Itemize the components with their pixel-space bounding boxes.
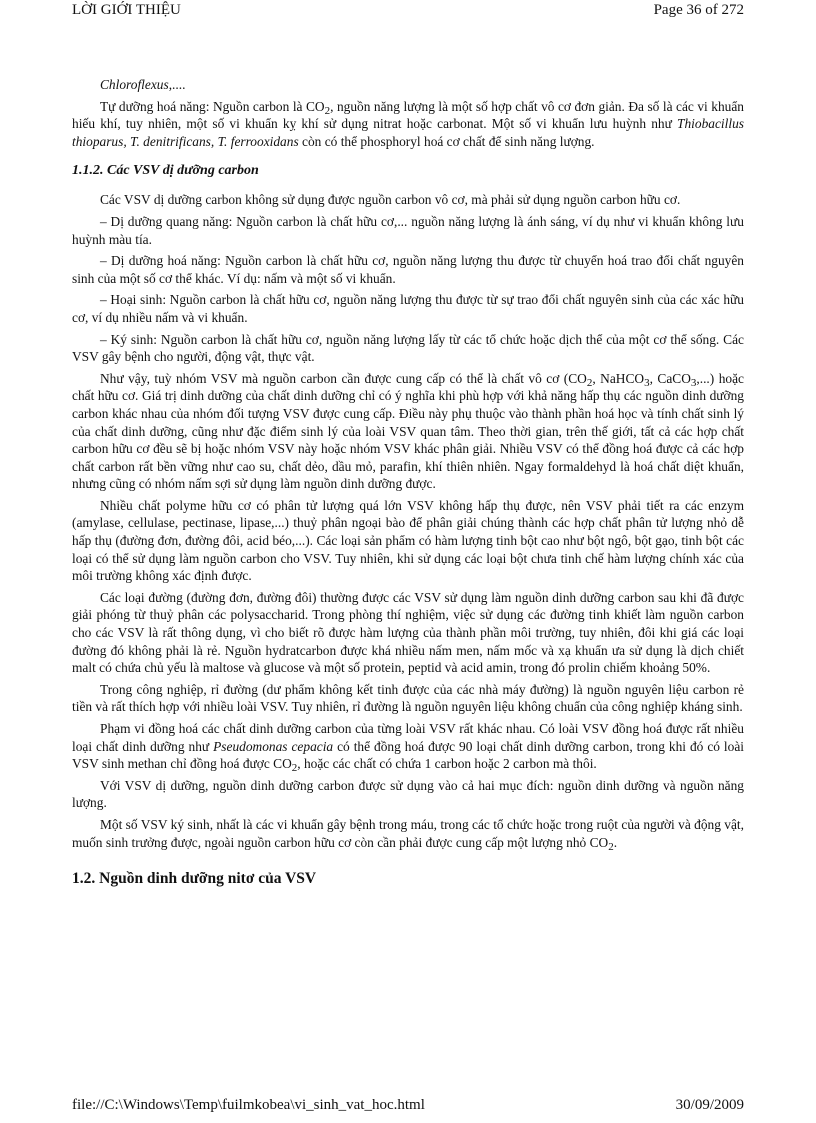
paragraph-saprophyte: – Hoại sinh: Nguồn carbon là chất hữu cơ, nguồn năng lượng thu được từ sự trao đổi chất nguyên sinh của các xác hữu cơ, ví dụ nhiều nấm và vi khuẩn. (72, 292, 744, 325)
paragraph-dual-purpose: Với VSV dị dưỡng, nguồn dinh dưỡng carbon được sử dụng vào cả hai mục đích: nguồn dinh dưỡng và nguồn năng lượng. (72, 777, 744, 811)
page-header (72, 2, 744, 19)
paragraph-chemoheterotroph: – Dị dưỡng hoá năng: Nguồn carbon là chất hữu cơ, nguồn năng lượng thu được từ chuyển hoá trao đổi chất nguyên sinh của một số cơ thể khác. Ví dụ: nấm và một số vi khuẩn. (72, 253, 744, 286)
paragraph-parasitic-co2: Một số VSV ký sinh, nhất là các vi khuẩn gây bệnh trong máu, trong các tổ chức hoặc trong ruột của người và động vật, muốn sinh trưởng được, ngoài nguồn carbon hữu cơ còn cần phải được cung cấp một lượng nhỏ $CO_2$. (72, 816, 744, 853)
paragraph-sugars: Các loại đường (đường đơn, đường đôi) thường được các VSV sử dụng làm nguồn dinh dưỡng carbon sau khi đã được giải phóng từ thuỷ phân các polysaccharid. Trong phòng thí nghiệm, việc sử dụng các đường tinh khiết làm nguồn carbon cho các VSV là rất thông dụng, vì cho biết rõ được hàm lượng của thành phần môi trường, tuy nhiên, đôi khi giá các loại đường đó không phải là rẻ. Nguồn hydratcarbon được khá nhiều nấm men, nấm mốc và xạ khuẩn ưa sử dụng là dịch chiết malt có chứa chủ yếu là maltose và glucose và một số protein, peptid và acid amin, trong đó prolin chiếm khoảng 50%. (72, 589, 744, 676)
footer-file-path: file://C:\Windows\Temp\fuilmkobea\vi_sinh_vat_hoc.html (72, 1097, 425, 1113)
footer-date: 30/09/2009 (675, 1097, 744, 1113)
paragraph-parasite: – Ký sinh: Nguồn carbon là chất hữu cơ, nguồn năng lượng lấy từ các tổ chức hoặc dịch thể của một cơ thể sống. Các VSV gây bệnh cho người, động vật, thực vật. (72, 331, 744, 365)
paragraph-heterotroph-intro: Các VSV dị dưỡng carbon không sử dụng được nguồn carbon vô cơ, mà phải sử dụng nguồn carbon hữu cơ. (100, 192, 681, 208)
paragraph-polymers: Nhiều chất polyme hữu cơ có phân tử lượng quá lớn VSV không hấp thụ được, nên VSV phải tiết ra các enzym (amylase, cellulase, pectinase, lipase,...) thuỷ phân ngoại bào để phân giải chúng thành các hợp chất phân tử lượng nhỏ dễ hấp thụ (đường đơn, đường đôi, acid béo,...). Các loại sản phẩm có hàm lượng tinh bột cao như bột ngô, bột gạo, tinh bột các loại có thể sử dụng làm nguồn carbon cho VSV. Tuy nhiên, khi sử dụng các loại bột chưa tinh chế hàm lượng chính xác của môi trường không xác định được. (72, 497, 744, 584)
paragraph-chemoautotroph: Tự dưỡng hoá năng: Nguồn carbon là $CO_2$, nguồn năng lượng là một số hợp chất vô cơ đơn giản. Đa số là các vi khuẩn hiếu khí, tuy nhiên, một số vi khuẩn kỵ khí sử dụng nitrat hoặc carbonat. Một số vi khuẩn lưu huỳnh như Thiobacillus thioparus, T. denitrificans, T. ferrooxidans còn có thể phosphoryl hoá cơ chất để sinh năng lượng. (72, 98, 744, 149)
italic-species: Pseudomonas cepacia (213, 738, 334, 754)
paragraph-chloroflexus: Chloroflexus,.... (100, 77, 186, 92)
document-body (72, 76, 744, 889)
italic-species: Thiobacillus thioparus, T. denitrificans, T. ferrooxidans (72, 116, 744, 149)
paragraph-molasses: Trong công nghiệp, rỉ đường (dư phẩm không kết tinh được của các nhà máy đường) là nguồn nguyên liệu carbon rẻ tiền và rất thích hợp với nhiều loài VSV. Tuy nhiên, rỉ đường là nguồn nguyên liệu không chuẩn của công nghiệp kháng sinh. (72, 681, 744, 715)
paragraph-photoheterotroph: – Dị dưỡng quang năng: Nguồn carbon là chất hữu cơ,... nguồn năng lượng là ánh sáng, ví dụ như vi khuẩn không lưu huỳnh màu tía. (72, 213, 744, 247)
section-heading-112: 1.1.2. Các VSV dị dưỡng carbon (72, 163, 259, 179)
paragraph-carbon-sources: Như vậy, tuỳ nhóm VSV mà nguồn carbon cần được cung cấp có thể là chất vô cơ ($CO_2$, NaHCO$_3$, CaCO$_3$,...) hoặc chất hữu cơ. Giá trị dinh dưỡng của chất dinh dưỡng chỉ có ý nghĩa khi phù hợp với khả năng hấp thụ các nguồn dinh dưỡng carbon khác nhau của nhóm đối tượng VSV được cung cấp. Điều này phụ thuộc vào thành phần hoá học và tính chất sinh lý của chất dinh dưỡng, cũng như đặc điểm sinh lý của loài VSV quan tâm. Theo thời gian, trên thế giới, tất cả các hợp chất carbon hữu cơ đều sẽ bị hoặc nhóm VSV này hoặc nhóm VSV khác phân giải. Nhiều VSV có thể đồng hoá được cả các hợp chất carbon rất bền vững như cao su, chất dẻo, dầu mỏ, parafin, khí thiên nhiên. Ngay formaldehyd là hoá chất diệt khuẩn, nhưng cũng có nhóm nấm sợi sử dụng làm nguồn dinh dưỡng được. (72, 370, 744, 492)
header-title: LỜI GIỚI THIỆU (72, 2, 181, 18)
header-page-number: Page 36 of 272 (653, 2, 744, 18)
italic-term: Chloroflexus (100, 77, 169, 92)
section-heading-12: 1.2. Nguồn dinh dưỡng nitơ của VSV (72, 870, 317, 888)
paragraph-assimilation-range: Phạm vi đồng hoá các chất dinh dưỡng carbon của từng loài VSV rất khác nhau. Có loài VSV đồng hoá được rất nhiều loại chất dinh dưỡng như Pseudomonas cepacia có thể đồng hoá được 90 loại chất dinh dưỡng carbon, trong khi đó có loài VSV sinh methan chỉ đồng hoá được $CO_2$, hoặc các chất có chứa 1 carbon hoặc 2 carbon mà thôi. (72, 721, 745, 775)
page-footer (72, 1097, 744, 1114)
